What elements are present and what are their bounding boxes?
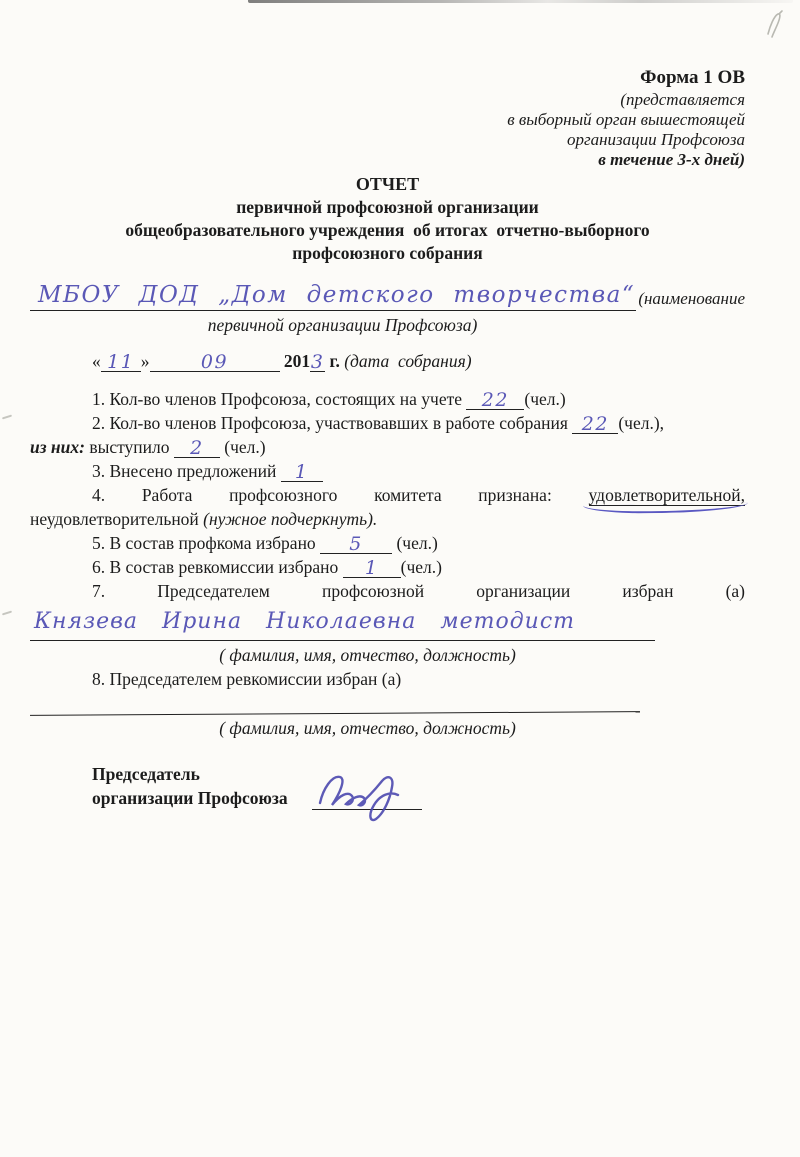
item-4-note: (нужное подчеркнуть). — [203, 509, 378, 529]
form-number-label: Форма 1 ОВ — [640, 67, 745, 88]
year-suffix: г. — [329, 351, 340, 371]
header-note-line: организации Профсоюза — [566, 130, 745, 149]
header-note-line: в выборный орган вышестоящей — [507, 110, 745, 129]
signature-line — [312, 800, 422, 810]
item-6 — [30, 555, 745, 579]
organization-name-handwriting: МБОУ ДОД „Дом детского творчества“ — [38, 282, 636, 308]
date-caption: (дата собрания) — [344, 351, 472, 371]
form-header — [30, 66, 745, 170]
item-6-value-field: 1 — [343, 557, 401, 578]
item-1-suffix: (чел.) — [524, 389, 566, 409]
item-7-text: 7. Председателем профсоюзной организации избран (а) — [92, 581, 745, 601]
header-note-line: в течение 3-х дней) — [598, 150, 745, 169]
title-line: первичной профсоюзной организации — [236, 197, 539, 217]
document-title — [30, 173, 745, 265]
item-6-suffix: (чел.) — [400, 557, 442, 577]
item-1-text: 1. Кол-во членов Профсоюза, состоящих на учете — [92, 389, 467, 409]
month-field: 09 — [150, 351, 280, 372]
item-1-value-field: 22 — [466, 389, 524, 410]
org-caption-line2: первичной организации Профсоюза) — [207, 315, 478, 335]
item-1 — [30, 387, 745, 411]
item-2-value-field: 22 — [572, 413, 618, 434]
item-2b-text: выступило — [84, 437, 174, 457]
organization-name-field — [30, 280, 636, 311]
report-items — [30, 387, 745, 740]
item-5-suffix: (чел.) — [392, 533, 438, 553]
item-4-line1 — [30, 483, 745, 507]
item-5-value-field: 5 — [320, 533, 392, 554]
item-2b-value-field: 2 — [174, 437, 220, 458]
item-7 — [30, 579, 745, 603]
chairman-name-handwriting: Князева Ирина Николаевна методист — [34, 609, 576, 634]
fio-caption: ( фамилия, имя, отчество, должность) — [219, 718, 516, 738]
header-note-line: (представляется — [620, 90, 745, 109]
item-2-text: 2. Кол-во членов Профсоюза, участвовавших в работе собрания — [92, 413, 573, 433]
meeting-date-line — [30, 349, 745, 377]
signature-label-line2: организации Профсоюза — [92, 788, 288, 808]
item-5-text: 5. В состав профкома избрано — [92, 533, 321, 553]
organization-name-line — [30, 273, 745, 311]
fio-caption: ( фамилия, имя, отчество, должность) — [219, 645, 516, 665]
item-3-text: 3. Внесено предложений — [92, 461, 281, 481]
quote-close: » — [140, 351, 150, 371]
signature-label-line1: Председатель — [92, 764, 200, 784]
item-6-text: 6. В состав ревкомиссии избрано — [92, 557, 343, 577]
title-line: общеобразовательного учреждения об итогах отчетно-выборного — [125, 220, 650, 240]
item-5 — [30, 531, 745, 555]
pencil-mark-icon — [760, 8, 788, 42]
item-3 — [30, 459, 745, 483]
title-line: ОТЧЕТ — [355, 174, 420, 194]
chairman-name-field — [30, 605, 655, 641]
item-2 — [30, 411, 745, 435]
title-line: профсоюзного собрания — [292, 243, 483, 263]
signature-block — [30, 762, 745, 810]
item-4-option2: неудовлетворительной — [30, 509, 204, 529]
item-4-lead: 4. Работа профсоюзного комитета признана: — [92, 485, 552, 505]
day-field: 11 — [101, 351, 141, 372]
year-digit-field: 3 — [310, 351, 325, 373]
quote-open: « — [92, 351, 101, 371]
item-2b-suffix: (чел.) — [219, 437, 266, 457]
year-printed: 201 — [283, 351, 311, 371]
item-8-text: 8. Председателем ревкомиссии избран (а) — [92, 669, 402, 689]
item-4-underlined-option: удовлетворительной, — [589, 485, 745, 506]
scan-edge-mark — [2, 415, 12, 420]
scan-edge-mark — [2, 611, 12, 616]
signature-scribble — [310, 767, 422, 823]
org-caption-inline: (наименование — [638, 289, 745, 308]
item-2-suffix: (чел.), — [618, 413, 665, 433]
item-2b — [30, 435, 745, 459]
scan-smudge-artifact — [248, 0, 793, 3]
item-2b-lead: из них: — [30, 437, 85, 457]
item-8 — [30, 667, 745, 691]
item-3-value-field: 1 — [281, 461, 323, 482]
